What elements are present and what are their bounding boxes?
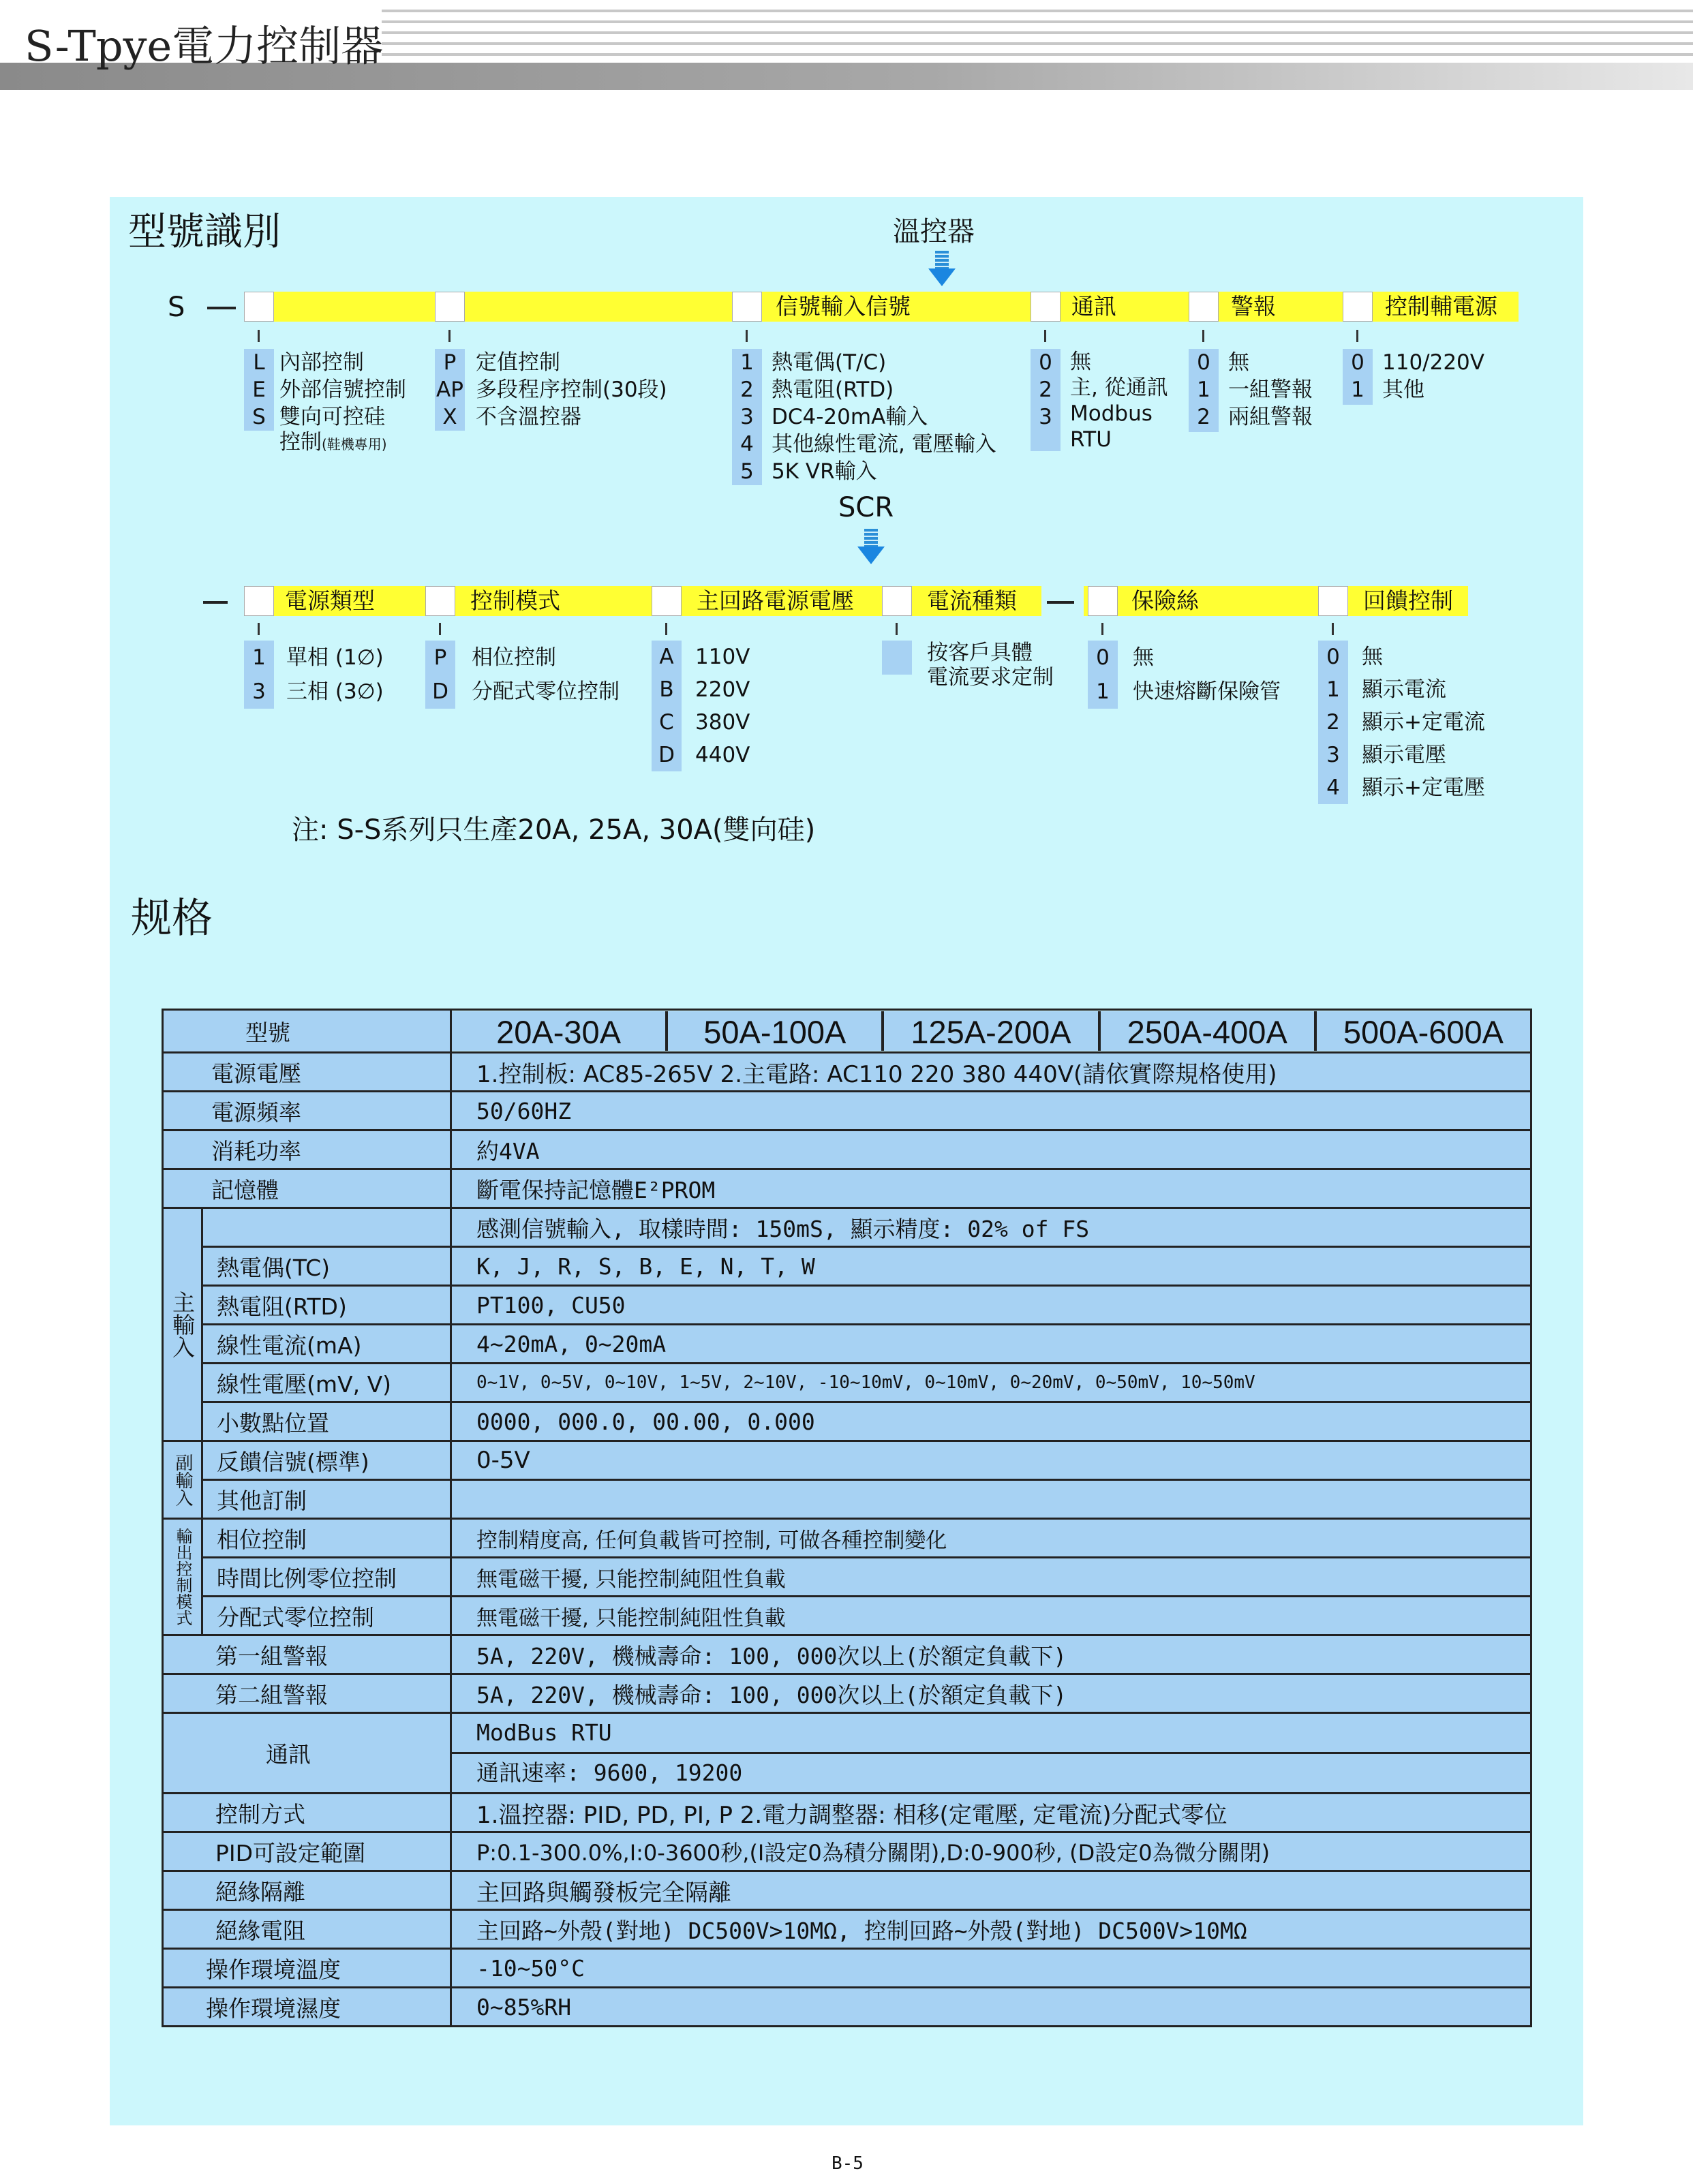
models-cell xyxy=(451,1010,1531,1053)
code-box xyxy=(1318,586,1348,616)
row-label xyxy=(202,1208,451,1247)
table-row xyxy=(163,1794,1531,1832)
table-row xyxy=(163,1871,1531,1910)
option-label: 雙向可控硅 xyxy=(279,405,385,429)
scr-label: SCR xyxy=(838,492,894,523)
group-label-sub-input: 副輸入 xyxy=(163,1441,202,1519)
table-row xyxy=(163,1910,1531,1949)
row-label: 控制方式 xyxy=(163,1794,451,1832)
code-box xyxy=(1343,292,1373,322)
spec-title: 规格 xyxy=(131,895,213,942)
row-label: 第二組警報 xyxy=(163,1674,451,1713)
table-row xyxy=(163,1674,1531,1713)
option-label: 分配式零位控制 xyxy=(472,679,620,704)
page-number: B-5 xyxy=(832,2153,864,2174)
option-label: RTU xyxy=(1070,427,1112,452)
codes-comm xyxy=(1031,349,1061,451)
codes-current-type xyxy=(882,641,912,675)
dash-separator xyxy=(207,307,236,309)
page-title: S-Tpye電力控制器 xyxy=(25,21,384,71)
code: 1 xyxy=(1096,679,1110,704)
tick xyxy=(1044,330,1046,342)
table-row xyxy=(163,1988,1531,2027)
opt-list-control-mode xyxy=(472,641,620,709)
row-value: 無電磁干擾, 只能控制純阻性負載 xyxy=(451,1597,1531,1635)
code: A xyxy=(659,645,674,669)
row-label: 熱電阻(RTD) xyxy=(202,1286,451,1325)
group-label-output-mode: 輸出控制模式 xyxy=(163,1519,202,1635)
table-row xyxy=(163,1713,1531,1794)
option-label: 熱電阻(RTD) xyxy=(772,378,894,402)
row-value: 0-5V xyxy=(451,1441,1531,1480)
code: P xyxy=(433,645,447,670)
row-label: 通訊 xyxy=(163,1713,451,1794)
code: 1 xyxy=(1326,677,1340,702)
option-label: 其他線性電流, 電壓輸入 xyxy=(772,432,996,457)
code: E xyxy=(252,378,266,402)
row-value: PT100, CU50 xyxy=(451,1286,1531,1325)
option-label: 無 xyxy=(1228,350,1249,375)
group-label-main-input: 主輸入 xyxy=(163,1208,202,1441)
page-header xyxy=(0,0,1693,92)
opt-list-feedback xyxy=(1362,641,1485,804)
option-label: 不含溫控器 xyxy=(476,405,581,429)
code: 2 xyxy=(1039,378,1052,402)
opt-list-mode xyxy=(476,349,667,431)
row-label: 熱電偶(TC) xyxy=(202,1247,451,1286)
tick xyxy=(1332,623,1334,635)
row-value: 主回路~外殼(對地) DC500V>10MΩ, 控制回路~外殼(對地) DC500V>10MΩ xyxy=(451,1910,1531,1949)
option-label: 5K VR輸入 xyxy=(772,459,877,484)
code: D xyxy=(658,743,675,767)
tick xyxy=(439,623,441,635)
table-row xyxy=(163,1558,1531,1597)
row-label: 相位控制 xyxy=(202,1519,451,1558)
tick xyxy=(1202,330,1204,342)
code-box xyxy=(732,292,762,322)
row-label: 分配式零位控制 xyxy=(202,1597,451,1635)
codes-main-voltage xyxy=(652,641,682,771)
option-label: 控制 xyxy=(279,430,322,455)
code: C xyxy=(659,710,674,735)
table-row xyxy=(163,1597,1531,1635)
code: 0 xyxy=(1096,645,1110,670)
row-label: PID可設定範圍 xyxy=(163,1832,451,1871)
row-value: 50/60HZ xyxy=(451,1092,1531,1131)
code: D xyxy=(432,679,448,704)
row-value: 5A, 220V, 機械壽命: 100, 000次以上(於額定負載下) xyxy=(451,1674,1531,1713)
option-label: 440V xyxy=(695,743,750,767)
codes-mode xyxy=(435,349,465,431)
code-box xyxy=(244,586,274,616)
code: 4 xyxy=(1326,775,1340,800)
codes-aux-power xyxy=(1343,349,1373,405)
code: 3 xyxy=(252,679,266,704)
bar-label-alarm: 警報 xyxy=(1231,293,1276,320)
bar-label-feedback: 回饋控制 xyxy=(1363,587,1453,614)
model-prefix: S xyxy=(168,292,185,323)
option-label: 三相 (3∅) xyxy=(286,679,384,704)
code: 1 xyxy=(1351,378,1364,402)
option-label: 內部控制 xyxy=(279,350,364,375)
option-label: DC4-20mA輸入 xyxy=(772,405,928,429)
row-label: 線性電壓(mV, V) xyxy=(202,1364,451,1402)
table-row xyxy=(163,1010,1531,1053)
row-label: 記憶體 xyxy=(163,1169,451,1208)
table-row xyxy=(163,1441,1531,1480)
option-label: 一組警報 xyxy=(1228,378,1313,402)
row-value: 通訊速率: 9600, 19200 xyxy=(452,1752,1530,1792)
bar-label-power-type: 電源類型 xyxy=(285,587,375,614)
code-box xyxy=(882,586,912,616)
option-label: Modbus xyxy=(1070,401,1153,426)
tick xyxy=(448,330,451,342)
code-box xyxy=(652,586,682,616)
row-label: 其他訂制 xyxy=(202,1480,451,1519)
option-label: 其他 xyxy=(1382,378,1424,402)
table-row xyxy=(163,1208,1531,1247)
code: 3 xyxy=(1326,743,1340,767)
row-label: 操作環境溫度 xyxy=(163,1949,451,1988)
option-label: 單相 (1∅) xyxy=(286,645,384,670)
option-label: 外部信號控制 xyxy=(279,378,406,402)
row-value: 1.溫控器: PID, PD, PI, P 2.電力調整器: 相移(定電壓, 定電流)分配式零位 xyxy=(451,1794,1531,1832)
option-label: 無 xyxy=(1362,645,1383,669)
bar-label-current-type: 電流種類 xyxy=(927,587,1017,614)
tick xyxy=(1101,623,1103,635)
table-row xyxy=(163,1092,1531,1131)
opt-list-alarm xyxy=(1228,349,1313,431)
code: P xyxy=(443,350,457,375)
row-label: 型號 xyxy=(163,1010,451,1053)
opt-list-main-voltage xyxy=(695,641,750,771)
row-label: 絕緣電阻 xyxy=(163,1910,451,1949)
tick xyxy=(258,623,260,635)
option-label: 快速熔斷保險管 xyxy=(1133,679,1281,704)
code: 2 xyxy=(1326,710,1340,735)
tick xyxy=(746,330,748,342)
option-label: 多段程序控制(30段) xyxy=(476,378,667,402)
code-box xyxy=(1189,292,1219,322)
table-row xyxy=(163,1169,1531,1208)
row-label: 電源電壓 xyxy=(163,1053,451,1092)
row-label: 絕緣隔離 xyxy=(163,1871,451,1910)
option-label: 無 xyxy=(1133,645,1154,670)
code: L xyxy=(253,350,265,375)
code: 5 xyxy=(740,459,754,484)
row-value: K, J, R, S, B, E, N, T, W xyxy=(451,1247,1531,1286)
option-label: 顯示電流 xyxy=(1362,677,1446,702)
code: 0 xyxy=(1326,645,1340,669)
option-label: 相位控制 xyxy=(472,645,556,670)
row-value: ModBus RTU xyxy=(476,1719,612,1746)
table-row xyxy=(163,1364,1531,1402)
row-value: 0~85%RH xyxy=(451,1988,1531,2027)
code-box xyxy=(425,586,455,616)
model-500a-600a: 500A-600A xyxy=(1317,1011,1530,1051)
table-row xyxy=(163,1480,1531,1519)
row-value: 5A, 220V, 機械壽命: 100, 000次以上(於額定負載下) xyxy=(451,1635,1531,1674)
bar-label-aux-power: 控制輔電源 xyxy=(1385,293,1497,320)
table-row xyxy=(163,1325,1531,1364)
row-value: 約4VA xyxy=(451,1131,1531,1169)
opt-list-aux-power xyxy=(1382,349,1484,403)
codes-signal xyxy=(732,349,762,485)
opt-list-control xyxy=(279,349,406,456)
row-label: 操作環境濕度 xyxy=(163,1988,451,2027)
table-row xyxy=(163,1053,1531,1092)
row-value: 感測信號輸入, 取樣時間: 150mS, 顯示精度: 02% of FS xyxy=(451,1208,1531,1247)
code: X xyxy=(442,405,457,429)
model-125a-200a: 125A-200A xyxy=(884,1011,1100,1051)
option-label: 顯示+定電流 xyxy=(1362,710,1485,735)
table-row xyxy=(163,1131,1531,1169)
model-id-title: 型號識別 xyxy=(128,210,281,254)
code: 1 xyxy=(740,350,754,375)
row-label: 第一組警報 xyxy=(163,1635,451,1674)
code-box xyxy=(435,292,465,322)
option-label: 顯示+定電壓 xyxy=(1362,775,1485,800)
opt-list-comm xyxy=(1070,349,1168,452)
down-arrow-icon xyxy=(928,251,956,286)
option-label: 110/220V xyxy=(1382,350,1484,375)
code: S xyxy=(252,405,266,429)
opt-list-signal xyxy=(772,349,996,485)
row-value: 0000, 000.0, 00.00, 0.000 xyxy=(451,1402,1531,1441)
opt-list-power-type xyxy=(286,641,384,709)
row-label: 小數點位置 xyxy=(202,1402,451,1441)
down-arrow-icon xyxy=(857,529,885,564)
code: 3 xyxy=(740,405,754,429)
production-note: 注: S-S系列只生產20A, 25A, 30A(雙向硅) xyxy=(292,814,816,846)
model-50a-100a: 50A-100A xyxy=(668,1011,884,1051)
table-row xyxy=(163,1635,1531,1674)
bar-label-control-mode: 控制模式 xyxy=(470,587,560,614)
row-value: 控制精度高, 任何負載皆可控制, 可做各種控制變化 xyxy=(451,1519,1531,1558)
code: 0 xyxy=(1351,350,1364,375)
code: 0 xyxy=(1197,350,1210,375)
table-row xyxy=(163,1949,1531,1988)
row-value: 1.控制板: AC85-265V 2.主電路: AC110 220 380 440V(請依實際規格使用) xyxy=(451,1053,1531,1092)
spec-table xyxy=(162,1009,1532,2027)
code-box xyxy=(244,292,274,322)
option-label: 220V xyxy=(695,677,750,702)
option-label: 定值控制 xyxy=(476,350,560,375)
code: B xyxy=(659,677,674,702)
option-label: 兩組警報 xyxy=(1228,405,1313,429)
row-value: -10~50°C xyxy=(451,1949,1531,1988)
code: 2 xyxy=(1197,405,1210,429)
table-row xyxy=(163,1832,1531,1871)
row-value: 4~20mA, 0~20mA xyxy=(451,1325,1531,1364)
tick xyxy=(1356,330,1358,342)
tick xyxy=(665,623,667,635)
code-box xyxy=(1088,586,1118,616)
row-label: 線性電流(mA) xyxy=(202,1325,451,1364)
table-row xyxy=(163,1519,1531,1558)
code: 2 xyxy=(740,378,754,402)
row-value: 斷電保持記憶體E²PROM xyxy=(451,1169,1531,1208)
row-value: 無電磁干擾, 只能控制純阻性負載 xyxy=(451,1558,1531,1597)
option-note: (鞋機專用) xyxy=(322,436,387,452)
codes-feedback xyxy=(1318,641,1348,804)
option-label: 無 xyxy=(1070,350,1091,374)
option-label: 顯示電壓 xyxy=(1362,743,1446,767)
dash-separator xyxy=(1047,601,1074,604)
row-value: 0~1V, 0~5V, 0~10V, 1~5V, 2~10V, -10~10mV, 0~10mV, 0~20mV, 0~50mV, 10~50mV xyxy=(451,1364,1531,1402)
code: 1 xyxy=(1197,378,1210,402)
row-label: 反饋信號(標準) xyxy=(202,1441,451,1480)
table-row xyxy=(163,1286,1531,1325)
option-label: 電流要求定制 xyxy=(927,665,1054,690)
code: 1 xyxy=(252,645,266,670)
code: AP xyxy=(436,378,463,402)
option-label: 380V xyxy=(695,710,750,735)
controller-label: 溫控器 xyxy=(893,216,975,247)
tick xyxy=(896,623,898,635)
dash-separator xyxy=(203,601,228,604)
option-label: 按客戶具體 xyxy=(927,641,1033,665)
code-box xyxy=(1031,292,1061,322)
row-value: 主回路與觸發板完全隔離 xyxy=(451,1871,1531,1910)
code: 4 xyxy=(740,432,754,457)
row-label: 時間比例零位控制 xyxy=(202,1558,451,1597)
code: 3 xyxy=(1039,405,1052,429)
row-value xyxy=(451,1480,1531,1519)
codes-power-type xyxy=(244,641,274,709)
row-value: P:0.1-300.0%,I:0-3600秒,(I設定0為積分關閉),D:0-900秒, (D設定0為微分關閉) xyxy=(451,1832,1531,1871)
model-250a-400a: 250A-400A xyxy=(1101,1011,1317,1051)
code: 0 xyxy=(1039,350,1052,375)
comm-values xyxy=(451,1713,1531,1794)
table-row xyxy=(163,1247,1531,1286)
tick xyxy=(258,330,260,342)
option-label: 110V xyxy=(695,645,750,669)
model-20a-30a: 20A-30A xyxy=(452,1011,668,1051)
table-row xyxy=(163,1402,1531,1441)
opt-list-current-type xyxy=(927,641,1054,690)
option-label: 主, 從通訊 xyxy=(1070,375,1168,400)
spec-table-wrapper xyxy=(162,1009,1530,2027)
bar-label-fuse: 保險絲 xyxy=(1131,587,1199,614)
option-label: 熱電偶(T/C) xyxy=(772,350,887,375)
codes-alarm xyxy=(1189,349,1219,432)
row-label: 消耗功率 xyxy=(163,1131,451,1169)
bar-label-main-voltage: 主回路電源電壓 xyxy=(697,587,854,614)
bar-label-signal: 信號輸入信號 xyxy=(776,293,911,320)
opt-list-fuse xyxy=(1133,641,1281,709)
bar-label-comm: 通訊 xyxy=(1071,293,1116,320)
codes-fuse xyxy=(1088,641,1118,709)
codes-control xyxy=(244,349,274,431)
row-label: 電源頻率 xyxy=(163,1092,451,1131)
codes-control-mode xyxy=(425,641,455,709)
